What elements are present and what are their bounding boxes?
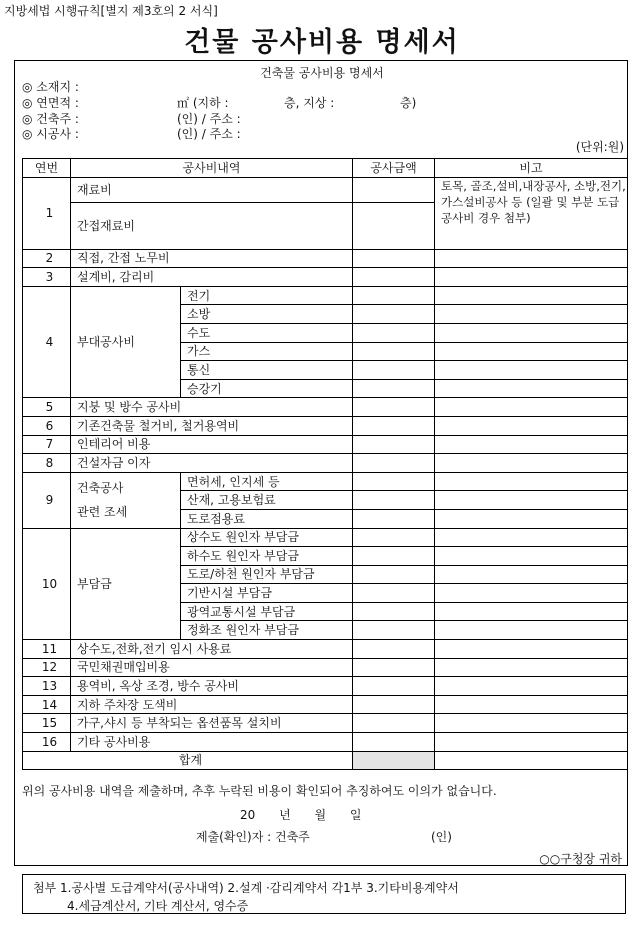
area-floor-label: 층, 지상 :: [284, 96, 335, 110]
submitter-line: [196, 828, 452, 845]
cost-table: [22, 158, 628, 770]
row-item-line1: 건축공사: [77, 481, 124, 496]
note-cell: [435, 621, 628, 640]
amount-cell[interactable]: [353, 249, 435, 268]
seal-mark: (인): [431, 830, 452, 844]
row-item: 간접재료비: [71, 202, 353, 249]
owner-label: ◎ 건축주 :: [22, 112, 79, 126]
note-cell: [435, 435, 628, 454]
sub-item: 도로/하천 원인자 부담금: [181, 565, 353, 584]
amount-cell[interactable]: [353, 454, 435, 473]
amount-cell[interactable]: [353, 565, 435, 584]
total-row: [23, 751, 628, 770]
table-row: [23, 695, 628, 714]
amount-cell[interactable]: [353, 416, 435, 435]
note-cell: [435, 342, 628, 361]
table-row: [23, 472, 628, 491]
note-cell: [435, 677, 628, 696]
row-number: 8: [23, 454, 71, 473]
amount-cell[interactable]: [353, 435, 435, 454]
sub-item: 정화조 원인자 부담금: [181, 621, 353, 640]
unit-label: (단위:원): [575, 140, 624, 154]
amount-cell[interactable]: [353, 714, 435, 733]
table-row: [23, 435, 628, 454]
amount-cell[interactable]: [353, 268, 435, 287]
sub-item: 소방: [181, 305, 353, 324]
sub-item: 전기: [181, 286, 353, 305]
row-item: 기타 공사비용: [71, 733, 353, 752]
amount-cell[interactable]: [353, 177, 435, 202]
total-amount-cell: [353, 751, 435, 770]
sub-item: 광역교통시설 부담금: [181, 602, 353, 621]
table-row: [23, 268, 628, 287]
table-row: [23, 677, 628, 696]
note-cell: [435, 379, 628, 398]
row-item: 상수도,전화,전기 임시 사용료: [71, 640, 353, 659]
note-cell: [435, 361, 628, 380]
amount-cell[interactable]: [353, 472, 435, 491]
amount-cell[interactable]: [353, 342, 435, 361]
table-header-row: [23, 159, 628, 178]
sub-item: 기반시설 부담금: [181, 584, 353, 603]
amount-cell[interactable]: [353, 528, 435, 547]
owner-seal: (인) / 주소 :: [177, 112, 241, 126]
row-number: 5: [23, 398, 71, 417]
table-row: [23, 398, 628, 417]
attachment-line-1: 첨부 1.공사별 도급계약서(공사내역) 2.설계 ·감리계약서 각1부 3.기타비용계약서: [33, 881, 459, 895]
location-label: ◎ 소재지 :: [22, 80, 79, 94]
amount-cell[interactable]: [353, 640, 435, 659]
amount-cell[interactable]: [353, 286, 435, 305]
row-number: 7: [23, 435, 71, 454]
row-item: 인테리어 비용: [71, 435, 353, 454]
note-cell: 토목, 골조,설비,내장공사, 소방,전기,가스설비공사 등 (일괄 및 부분 도급공사비 경우 첨부): [435, 177, 628, 249]
amount-cell[interactable]: [353, 398, 435, 417]
row-number: 3: [23, 268, 71, 287]
area-floor-end: 층): [400, 96, 417, 110]
table-row: [23, 454, 628, 473]
table-row: [23, 177, 628, 202]
note-cell: [435, 602, 628, 621]
table-row: [23, 286, 628, 305]
note-cell: [435, 695, 628, 714]
note-cell: [435, 286, 628, 305]
table-row: [23, 714, 628, 733]
table-row: [23, 658, 628, 677]
note-cell: [435, 714, 628, 733]
row-item: 용역비, 옥상 조경, 방수 공사비: [71, 677, 353, 696]
submitter-label: 제출(확인)자 : 건축주: [196, 830, 310, 844]
table-row: [23, 528, 628, 547]
note-cell: [435, 658, 628, 677]
amount-cell[interactable]: [353, 677, 435, 696]
table-row: [23, 249, 628, 268]
col-header-amount: 공사금액: [353, 159, 435, 178]
amount-cell[interactable]: [353, 202, 435, 249]
row-number: 12: [23, 658, 71, 677]
row-item: 건설자금 이자: [71, 454, 353, 473]
note-cell: [435, 751, 628, 770]
note-cell: [435, 472, 628, 491]
form-subtitle: 건축물 공사비용 명세서: [260, 66, 384, 80]
amount-cell[interactable]: [353, 733, 435, 752]
sub-item: 수도: [181, 323, 353, 342]
date-line: 20 년 월 일: [240, 808, 362, 822]
amount-cell[interactable]: [353, 323, 435, 342]
row-number: 4: [23, 286, 71, 398]
table-row: [23, 733, 628, 752]
row-item: 지하 주차장 도색비: [71, 695, 353, 714]
note-cell: [435, 323, 628, 342]
row-item-line2: 관련 조세: [77, 505, 128, 520]
note-cell: [435, 491, 628, 510]
amount-cell[interactable]: [353, 491, 435, 510]
sub-item: 하수도 원인자 부담금: [181, 547, 353, 566]
total-label: 합계: [23, 751, 353, 770]
amount-cell[interactable]: [353, 584, 435, 603]
note-cell: [435, 733, 628, 752]
table-row: [23, 640, 628, 659]
amount-cell[interactable]: [353, 547, 435, 566]
row-item: [71, 472, 181, 528]
row-number: 11: [23, 640, 71, 659]
row-number: 13: [23, 677, 71, 696]
note-cell: [435, 528, 628, 547]
row-item: 재료비: [71, 177, 353, 202]
row-item: 지붕 및 방수 공사비: [71, 398, 353, 417]
sub-item: 가스: [181, 342, 353, 361]
row-item: 가구,샤시 등 부착되는 옵션품목 설치비: [71, 714, 353, 733]
row-number: 2: [23, 249, 71, 268]
attachment-box: [22, 874, 626, 914]
amount-cell[interactable]: [353, 361, 435, 380]
row-number: 16: [23, 733, 71, 752]
declaration-text: 위의 공사비용 내역을 제출하며, 추후 누락된 비용이 확인되어 추징하여도 이의가 없습니다.: [22, 784, 497, 798]
row-number: 6: [23, 416, 71, 435]
contractor-label: ◎ 시공사 :: [22, 127, 79, 141]
row-item: 직접, 간접 노무비: [71, 249, 353, 268]
sub-item: 산재, 고용보험료: [181, 491, 353, 510]
row-number: 10: [23, 528, 71, 640]
amount-cell[interactable]: [353, 658, 435, 677]
law-reference: 지방세법 시행규칙[별지 제3호의 2 서식]: [4, 4, 218, 18]
row-number: 9: [23, 472, 71, 528]
sub-item: 통신: [181, 361, 353, 380]
row-item: 부담금: [71, 528, 181, 640]
row-item: 국민채권매입비용: [71, 658, 353, 677]
amount-cell[interactable]: [353, 602, 435, 621]
note-cell: [435, 416, 628, 435]
note-cell: [435, 249, 628, 268]
amount-cell[interactable]: [353, 621, 435, 640]
sub-item: 상수도 원인자 부담금: [181, 528, 353, 547]
note-cell: [435, 640, 628, 659]
attachment-line-2: 4.세금계산서, 기타 계산서, 영수증: [67, 899, 249, 913]
note-cell: [435, 398, 628, 417]
row-item: 설계비, 감리비: [71, 268, 353, 287]
note-cell: [435, 584, 628, 603]
page-title: 건물 공사비용 명세서: [184, 27, 460, 58]
note-cell: [435, 454, 628, 473]
contractor-seal: (인) / 주소 :: [177, 127, 241, 141]
note-cell: [435, 547, 628, 566]
amount-cell[interactable]: [353, 305, 435, 324]
area-unit: ㎡ (지하 :: [177, 96, 229, 110]
sub-item: 도로점용료: [181, 509, 353, 528]
amount-cell[interactable]: [353, 509, 435, 528]
note-cell: [435, 305, 628, 324]
table-row: [23, 416, 628, 435]
recipient: ○○구청장 귀하: [539, 852, 622, 866]
area-label: ◎ 연면적 :: [22, 96, 79, 110]
note-cell: [435, 565, 628, 584]
row-number: 15: [23, 714, 71, 733]
row-number: 14: [23, 695, 71, 714]
note-cell: [435, 509, 628, 528]
col-header-item: 공사비내역: [71, 159, 353, 178]
amount-cell[interactable]: [353, 379, 435, 398]
row-item: 부대공사비: [71, 286, 181, 398]
row-item: 기존건축물 철거비, 철거용역비: [71, 416, 353, 435]
sub-item: 면허세, 인지세 등: [181, 472, 353, 491]
col-header-note: 비고: [435, 159, 628, 178]
row-number: 1: [23, 177, 71, 249]
col-header-no: 연번: [23, 159, 71, 178]
amount-cell[interactable]: [353, 695, 435, 714]
note-cell: [435, 268, 628, 287]
sub-item: 승강기: [181, 379, 353, 398]
